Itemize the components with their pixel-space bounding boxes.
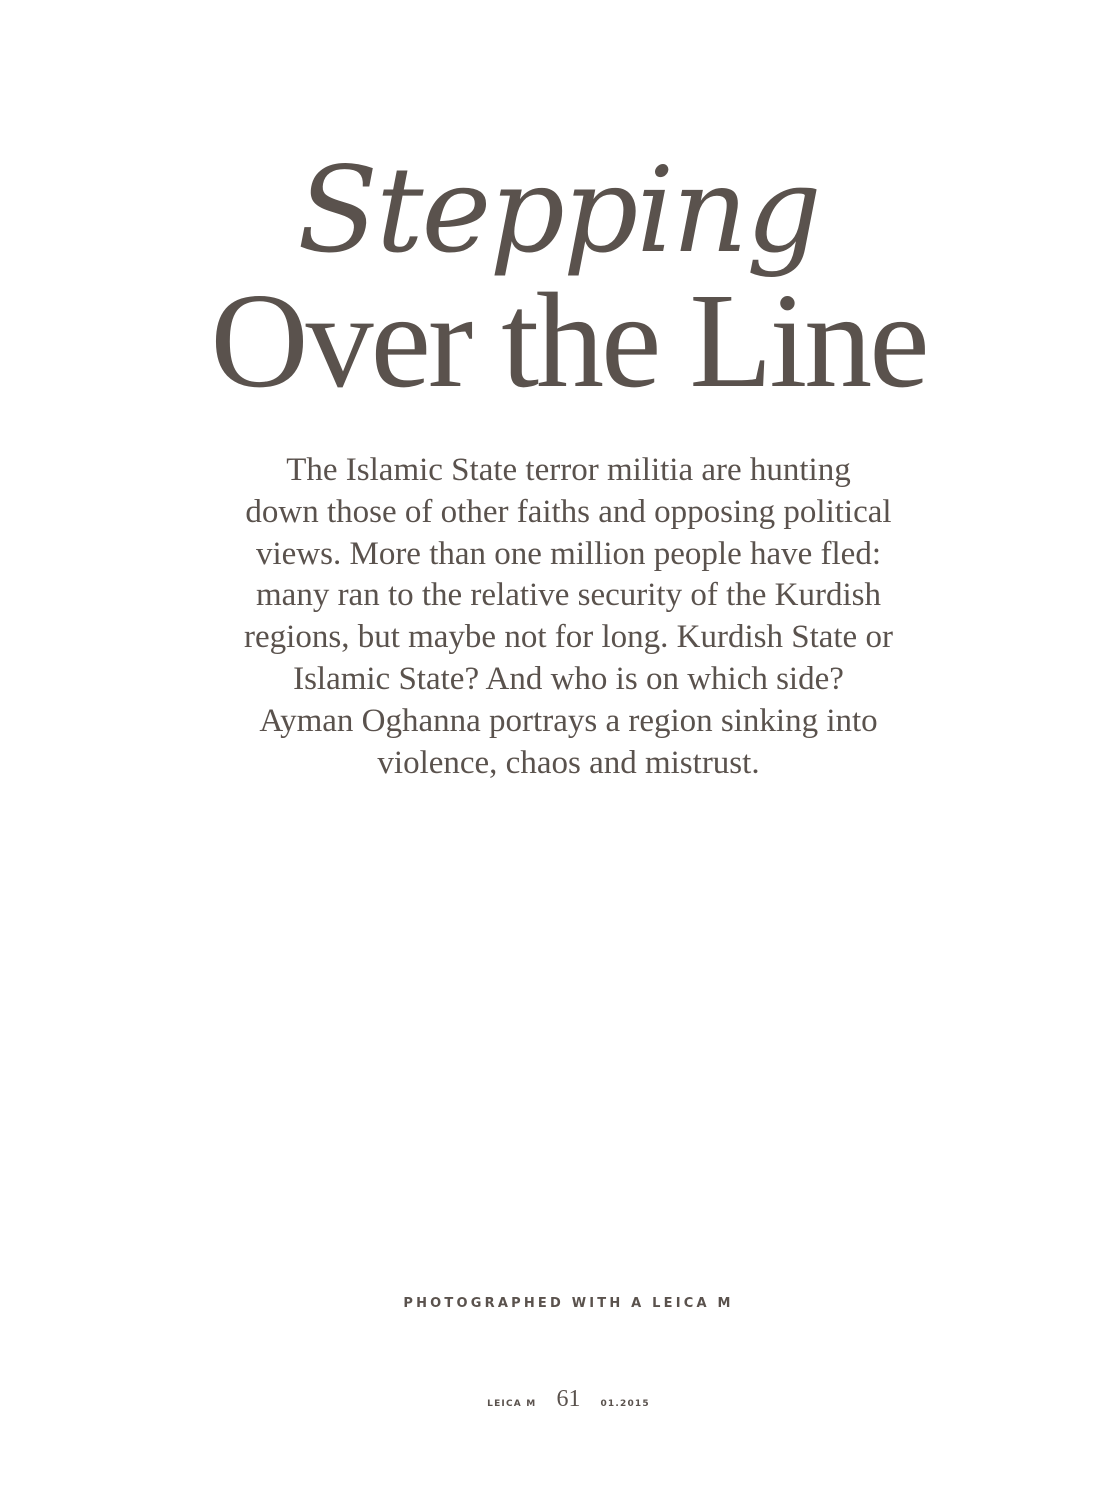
deck-line: regions, but maybe not for long. Kurdish State or	[244, 619, 893, 656]
deck-line: down those of other faiths and opposing political	[245, 493, 892, 530]
issue-date: 01.2015	[600, 1399, 650, 1409]
photo-credit: PHOTOGRAPHED WITH A LEICA M	[403, 1296, 734, 1311]
magazine-name: LEICA M	[487, 1399, 537, 1409]
deck-line: many ran to the relative security of the Kurdish	[256, 577, 881, 614]
deck-line: views. More than one million people have fled:	[255, 535, 881, 572]
page-number: 61	[556, 1386, 581, 1412]
deck-line: Islamic State? And who is on which side?	[293, 660, 844, 697]
deck-line: The Islamic State terror militia are hunting	[286, 452, 851, 488]
deck-line: violence, chaos and mistrust.	[377, 744, 760, 781]
page-footer	[0, 1386, 1117, 1413]
article-deck	[195, 450, 942, 784]
article-title-line-2: Over the Line	[210, 266, 927, 416]
deck-line: Ayman Oghanna portrays a region sinking into	[259, 702, 878, 739]
article-title-line-1: Stepping	[297, 141, 820, 279]
